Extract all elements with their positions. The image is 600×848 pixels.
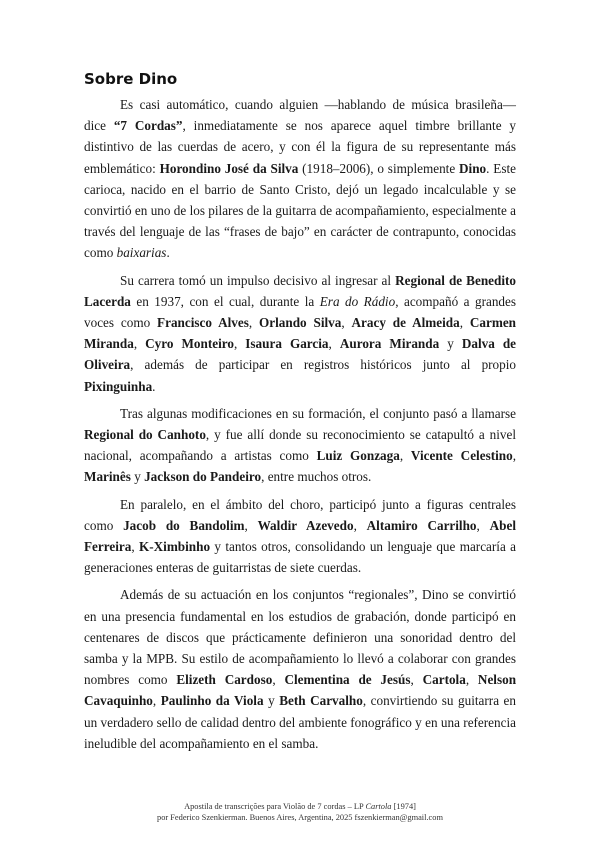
text-run: Su carrera tomó un impulso decisivo al ingresar al [120, 272, 396, 288]
footer-line-1-suffix: [1974] [391, 802, 416, 811]
bold-name: Regional do Canhoto [84, 427, 206, 443]
text-run: en 1937, con el cual, durante la [130, 293, 320, 309]
text-run: , [353, 517, 367, 533]
text-run: , [465, 672, 478, 688]
text-run: , [244, 517, 258, 533]
paragraph-2 [84, 270, 516, 397]
bold-name: Dino [459, 160, 487, 176]
bold-name: Jackson do Pandeiro [144, 469, 262, 485]
bold-name: “7 Cordas” [113, 118, 183, 134]
text-run: , [133, 336, 146, 352]
bold-name: Cartola [422, 672, 466, 688]
text-run: , [476, 517, 490, 533]
footer-album-title: Cartola [365, 802, 392, 811]
bold-name: Paulinho da Viola [160, 693, 264, 709]
bold-name: Horondino José da Silva [159, 160, 299, 176]
text-run: , [152, 693, 161, 709]
text-run: Además de su actuación en los conjuntos “regionales”, Dino se convirtió en una presencia fundamental en los estudios de grabación, donde participó en centenares de discos que prácticamente definieron una sonoridad dentro del samba y la MPB. Su estilo de acompañamiento lo llevó a colaborar con grandes nombres como [84, 587, 516, 688]
text-run: , [248, 315, 260, 331]
text-run: . [152, 378, 156, 394]
text-run: En paralelo, en el ámbito del choro, participó junto a figuras centrales como [84, 496, 516, 533]
bold-name: Luiz Gonzaga [316, 448, 400, 464]
bold-name: Carmen Miranda [84, 315, 517, 352]
bold-name: Abel Ferreira [84, 517, 516, 555]
text-run: y [263, 693, 280, 709]
bold-name: Pixinguinha [84, 378, 153, 394]
bold-name: Orlando Silva [259, 315, 342, 331]
bold-name: Marinês [84, 469, 131, 485]
text-run: , [131, 539, 139, 555]
bold-name: Waldir Azevedo [257, 517, 354, 533]
bold-name: Aurora Miranda [339, 336, 440, 352]
paragraph-4 [84, 494, 516, 579]
bold-name: Isaura Garcia [245, 336, 329, 352]
body-text [84, 94, 516, 760]
text-run: , [272, 672, 285, 688]
bold-name: Regional de Benedito Lacerda [84, 272, 516, 309]
text-run: , [399, 448, 411, 464]
text-run: , y fue allí donde su reconocimiento se catapultó a nivel nacional, acompañando a artistas como [84, 427, 516, 464]
footer-line-1-prefix: Apostila de transcrições para Violão de 7 cordas – LP [184, 802, 366, 811]
text-run: . Este carioca, nacido en el barrio de Santo Cristo, dejó un legado incalculable y se convirtió en uno de los pilares de la guitarra de acompañamiento, especialmente a través del lenguaje de las “frases de bajo” en carácter de contrapunto, conocidas como [84, 160, 516, 261]
text-run: y tantos otros, consolidando un lenguaje que marcaría a generaciones enteras de guitarristas de siete cuerdas. [84, 539, 517, 576]
text-run: , inmediatamente se nos aparece aquel timbre brillante y distintivo de las cuerdas de acero, y con él la figura de su representante más emblemático: [84, 118, 517, 176]
text-run: (1918–2006), o simplemente [298, 160, 460, 176]
italic-term: baixarias [116, 245, 167, 261]
paragraph-5 [84, 584, 516, 754]
text-run: , [459, 315, 470, 331]
text-run: , además de participar en registros históricos junto al propio [130, 357, 516, 373]
page-title: Sobre Dino [84, 70, 178, 88]
text-run: y [439, 336, 462, 352]
text-run: Tras algunas modificaciones en su formación, el conjunto pasó a llamarse [120, 405, 516, 421]
text-run: , [233, 336, 246, 352]
footer-line-1 [0, 801, 600, 812]
paragraph-1 [84, 94, 516, 264]
text-run: , [328, 336, 340, 352]
text-run: , [512, 448, 516, 464]
text-run: , acompañó a grandes voces como [84, 293, 516, 331]
bold-name: Elizeth Cardoso [176, 672, 273, 688]
paragraph-3 [84, 403, 516, 488]
bold-name: Aracy de Almeida [351, 315, 460, 331]
text-run: y [130, 469, 145, 485]
text-run: . [166, 245, 170, 261]
bold-name: Altamiro Carrilho [366, 517, 477, 533]
bold-name: Francisco Alves [157, 315, 249, 331]
bold-name: Beth Carvalho [279, 693, 363, 709]
text-run: , [410, 672, 423, 688]
footer-line-2: por Federico Szenkierman. Buenos Aires, Argentina, 2025 fszenkierman@gmail.com [157, 813, 443, 822]
bold-name: Vicente Celestino [410, 448, 513, 464]
text-run: , entre muchos otros. [261, 469, 372, 485]
italic-term: Era do Rádio [319, 293, 396, 309]
bold-name: Dalva de Oliveira [84, 336, 516, 373]
bold-name: Jacob do Bandolim [123, 517, 245, 533]
bold-name: K-Ximbinho [138, 539, 211, 555]
text-run: Es casi automático, cuando alguien —hablando de música brasileña— dice [84, 97, 516, 134]
bold-name: Cyro Monteiro [145, 336, 234, 352]
text-run: , [341, 315, 352, 331]
bold-name: Nelson Cavaquinho [84, 672, 517, 709]
page-footer [0, 801, 600, 823]
bold-name: Clementina de Jesús [284, 672, 411, 688]
text-run: , convirtiendo su guitarra en un verdadero sello de calidad dentro del ambiente fonográfico y en una referencia ineludible del acompañamiento en el samba. [84, 693, 517, 751]
